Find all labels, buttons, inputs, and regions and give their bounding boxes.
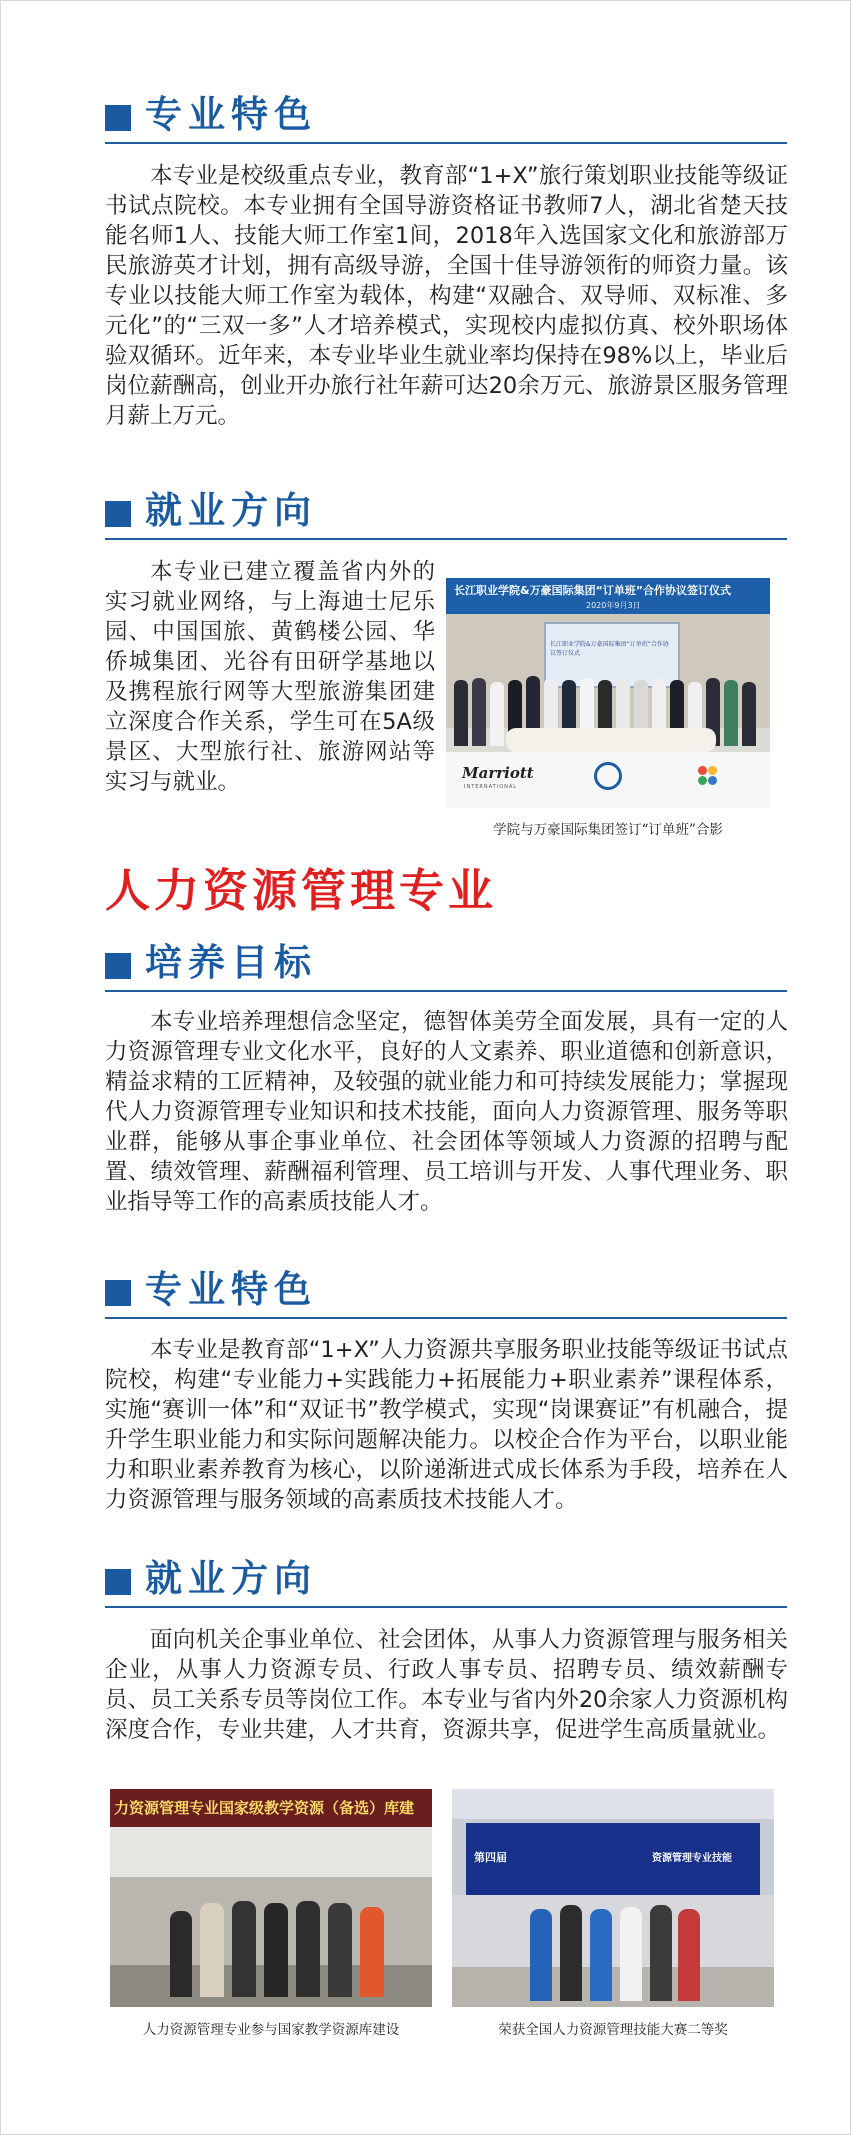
marriott-logo-text: Marriott (462, 764, 534, 782)
ceiling (110, 1827, 432, 1877)
led-screen-text-a: 第四届 (474, 1851, 507, 1864)
square-bullet-icon (105, 105, 131, 131)
signing-ceremony-photo (446, 578, 770, 808)
section-title: 专业特色 (145, 1268, 317, 1311)
square-bullet-icon (105, 953, 131, 979)
employment-hr-paragraph: 面向机关企事业单位、社会团体，从事人力资源管理与服务相关企业，从事人力资源专员、行政人事专员、招聘专员、绩效薪酬专员、员工关系专员等岗位工作。本专业与省内外20余家人力资源机构深度合作，专业共建，人才共育，资源共享，促进学生高质量就业。 (105, 1627, 788, 1743)
section-heading-employment-hr (105, 1557, 787, 1608)
goals-paragraph: 本专业培养理想信念坚定，德智体美劳全面发展，具有一定的人力资源管理专业文化水平，良好的人文素养、职业道德和创新意识，精益求精的工匠精神，及较强的就业能力和可持续发展能力；掌握现代人力资源管理专业知识和技术技能，面向人力资源管理、服务等职业群，能够从事企事业单位、社会团体等领域人力资源的招聘与配置、绩效管理、薪酬福利管理、员工培训与开发、人事代理业务、职业指导等工作的高素质技能人才。 (105, 1009, 788, 1215)
projection-screen-text: 长江职业学院&万豪国际集团“订单班”合作协议签订仪式 (550, 641, 669, 657)
photo-banner-text: 长江职业学院&万豪国际集团“订单班”合作协议签订仪式 (454, 584, 732, 597)
college-emblem-icon (594, 762, 622, 790)
ceiling (452, 1789, 774, 1819)
major-title: 人力资源管理专业 (105, 864, 498, 917)
features-paragraph: 本专业是校级重点专业，教育部“1+X”旅行策划职业技能等级证书试点院校。本专业拥有全国导游资格证书教师7人，湖北省楚天技能名师1人、技能大师工作室1间，2018年入选国家文化和旅游部万民旅游英才计划，拥有高级导游，全国十佳导游领衔的师资力量。该专业以技能大师工作室为载体，构建“双融合、双导师、双标准、多元化”的“三双一多”人才培养模式，实现校内虚拟仿真、校外职场体验双循环。近年来，本专业毕业生就业率均保持在98%以上，毕业后岗位薪酬高，创业开办旅行社年薪可达20余万元、旅游景区服务管理月薪上万元。 (105, 163, 788, 429)
marriott-logo-sub: INTERNATIONAL (464, 784, 518, 790)
resource-library-caption: 人力资源管理专业参与国家教学资源库建设 (142, 2022, 400, 2038)
signing-photo-caption: 学院与万豪国际集团签订“订单班”合影 (493, 822, 723, 838)
employment-paragraph: 本专业已建立覆盖省内外的实习就业网络，与上海迪士尼乐园、中国国旅、黄鹤楼公园、华侨城集团、光谷有田研学基地以及携程旅行网等大型旅游集团建立深度合作关系，学生可在5A级景区、大型旅行社、旅游网站等实习与就业。 (105, 559, 435, 795)
square-bullet-icon (105, 1280, 131, 1306)
group-of-people (530, 1901, 700, 2001)
section-heading-features (105, 93, 787, 144)
section-heading-goals (105, 941, 787, 992)
features-hr-paragraph: 本专业是教育部“1+X”人力资源共享服务职业技能等级证书试点院校，构建“专业能力+实践能力+拓展能力+职业素养”课程体系，实施“赛训一体”和“双证书”教学模式，实现“岗课赛证”有机融合，提升学生职业能力和实际问题解决能力。以校企合作为平台，以职业能力和职业素养教育为核心，以阶递渐进式成长体系为手段，培养在人力资源管理与服务领域的高素质技术技能人才。 (105, 1337, 788, 1513)
section-heading-features-hr (105, 1268, 787, 1319)
award-caption: 荣获全国人力资源管理技能大赛二等奖 (498, 2022, 728, 2038)
resource-library-photo (110, 1789, 432, 2007)
led-screen-text-b: 资源管理专业技能 (652, 1853, 732, 1864)
section-title: 培养目标 (145, 941, 317, 984)
group-of-people (170, 1897, 390, 1997)
signing-table (506, 728, 716, 752)
section-heading-employment (105, 489, 787, 540)
photo-banner-text: 力资源管理专业国家级教学资源（备选）库建 (114, 1799, 415, 1817)
partner-logo-icon (698, 766, 718, 786)
award-photo (452, 1789, 774, 2007)
square-bullet-icon (105, 501, 131, 527)
section-title: 就业方向 (145, 489, 317, 532)
photo-banner-date: 2020年9月3日 (586, 601, 641, 610)
section-title: 专业特色 (145, 93, 317, 136)
square-bullet-icon (105, 1569, 131, 1595)
section-title: 就业方向 (145, 1557, 317, 1600)
